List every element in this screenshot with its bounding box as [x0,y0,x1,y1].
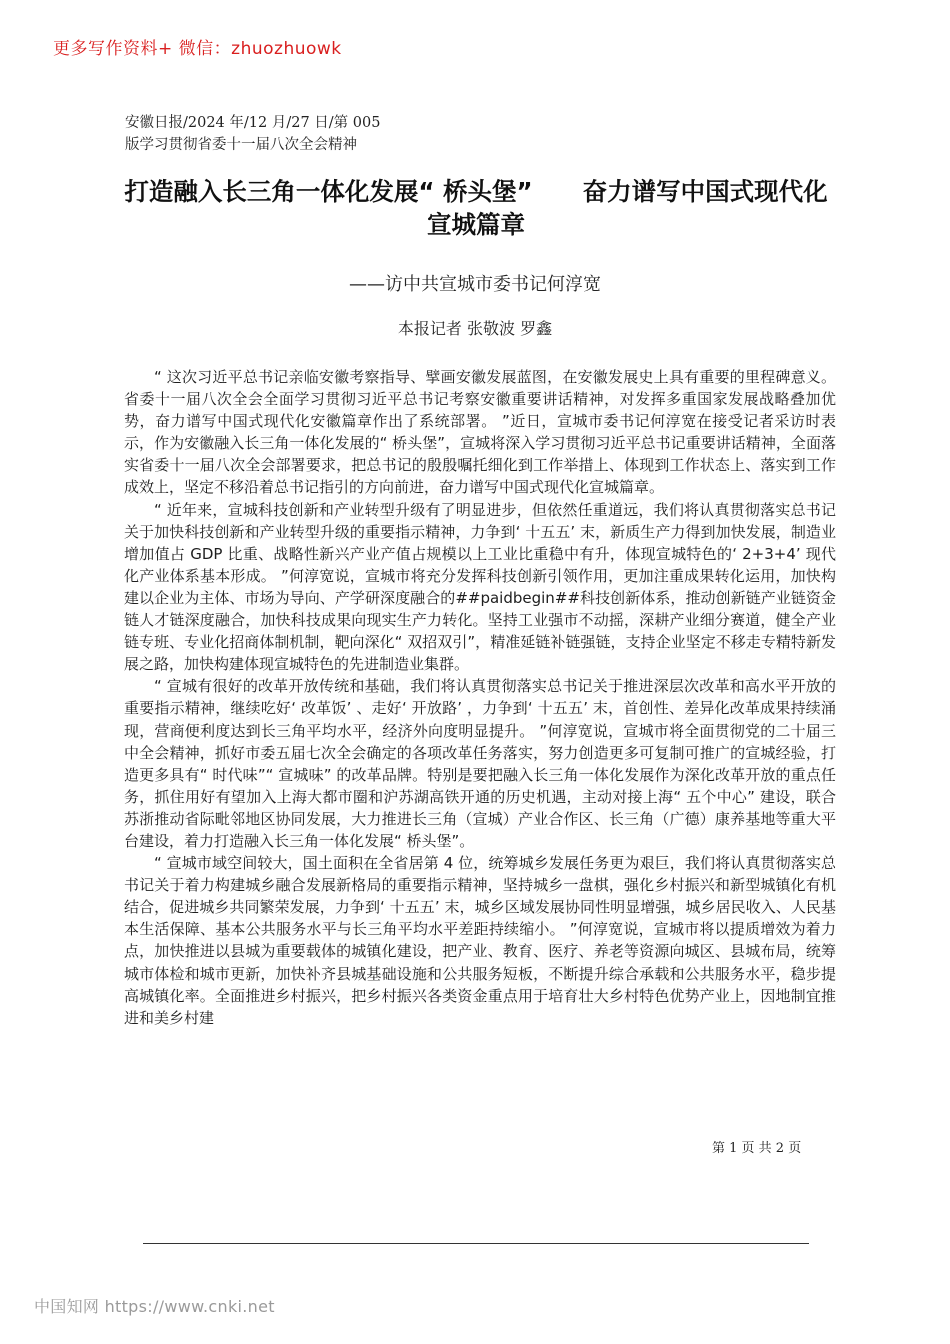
article-title-part-1: 打造融入长三角一体化发展“ 桥头堡” [124,177,533,206]
article-byline: 本报记者 张敬波 罗鑫 [397,319,553,338]
article-title [120,175,832,241]
promo-banner[interactable]: 更多写作资料+ 微信：zhuozhuowk [53,39,342,59]
cnki-watermark: 中国知网 https://www.cnki.net [34,1297,275,1316]
article-body [124,366,836,1029]
page-number: 第 1 页 共 2 页 [712,1141,802,1156]
paragraph: “ 宣城市域空间较大，国土面积在全省居第 4 位，统筹城乡发展任务更为艰巨，我们将认真贯彻落实总书记关于着力构建城乡融合发展新格局的重要指示精神，坚持城乡一盘棋，强化乡村振兴和新型城镇化有机结合，促进城乡共同繁荣发展，力争到‘ 十五五’ 末，城乡区域发展协同性明显增强，城乡居民收入、人民基本生活保障、基本公共服务水平与长三角平均水平差距持续缩小。 ”何淳宽说，宣城市将以提质增效为着力点，加快推进以县城为重要载体的城镇化建设，把产业、教育、医疗、养老等资源向城区、县城布局，统筹城市体检和城市更新，加快补齐县城基础设施和公共服务短板，不断提升综合承载和公共服务水平，稳步提高城镇化率。全面推进乡村振兴，把乡村振兴各类资金重点用于培育壮大乡村特色优势产业上，因地制宜推进和美乡村建 [124,854,836,1027]
source-meta-line-2: 版学习贯彻省委十一届八次全会精神 [125,137,357,153]
source-meta [125,112,380,156]
paragraph: “ 这次习近平总书记亲临安徽考察指导、擘画安徽发展蓝图，在安徽发展史上具有重要的里程碑意义。省委十一届八次全会全面学习贯彻习近平总书记考察安徽重要讲话精神，对发挥多重国家发展战略叠加优势，奋力谱写中国式现代化安徽篇章作出了系统部署。 ”近日，宣城市委书记何淳宽在接受记者采访时表示，作为安徽融入长三角一体化发展的“ 桥头堡”，宣城将深入学习贯彻习近平总书记重要讲话精神，全面落实省委十一届八次全会部署要求，把总书记的殷殷嘱托细化到工作举措上、体现到工作状态上、落实到工作成效上，坚定不移沿着总书记指引的方向前进，奋力谱写中国式现代化宣城篇章。 [124,368,836,497]
footer-divider [143,1243,809,1244]
paragraph: “ 宣城有很好的改革开放传统和基础，我们将认真贯彻落实总书记关于推进深层次改革和高水平开放的重要指示精神，继续吃好‘ 改革饭’ 、走好‘ 开放路’ ，力争到‘ 十五五’ 末，首创性、差异化改革成果持续涌现，营商便利度达到长三角平均水平，经济外向度明显提升。 ”何淳宽说，宣城市将全面贯彻党的二十届三中全会精神，抓好市委五届七次全会确定的各项改革任务落实，努力创造更多可复制可推广的宣城经验，打造更多具有“ 时代味”“ 宣城味” 的改革品牌。特别是要把融入长三角一体化发展作为深化改革开放的重点任务，抓住用好有望加入上海大都市圈和沪苏湖高铁开通的历史机遇，主动对接上海“ 五个中心” 建设，联合苏浙推动省际毗邻地区协同发展，大力推进长三角（宣城）产业合作区、长三角（广德）康养基地等重大平台建设，着力打造融入长三角一体化发展“ 桥头堡”。 [124,677,836,850]
article-subtitle: ——访中共宣城市委书记何淳宽 [349,274,601,295]
paragraph: “ 近年来，宣城科技创新和产业转型升级有了明显进步，但依然任重道远，我们将认真贯彻落实总书记关于加快科技创新和产业转型升级的重要指示精神，力争到‘ 十五五’ 末，新质生产力得到加快发展，制造业增加值占 GDP 比重、战略性新兴产业产值占规模以上工业比重稳中有升，体现宣城特色的‘ 2+3+4’ 现代化产业体系基本形成。 ”何淳宽说，宣城市将充分发挥科技创新引领作用，更加注重成果转化运用，加快构建以企业为主体、市场为导向、产学研深度融合的##paidbegin##科技创新体系，推动创新链产业链资金链人才链深度融合，加快科技成果向现实生产力转化。坚持工业强市不动摇，深耕产业细分赛道，健全产业链专班、专业化招商体制机制，靶向深化“ 双招双引”，精准延链补链强链，支持企业坚定不移走专精特新发展之路，加快构建体现宣城特色的先进制造业集群。 [124,500,836,674]
article-title-part-2: 奋力谱写中国式现代化宣城篇章 [427,177,828,239]
source-meta-line-1: 安徽日报/2024 年/12 月/27 日/第 005 [125,115,381,131]
